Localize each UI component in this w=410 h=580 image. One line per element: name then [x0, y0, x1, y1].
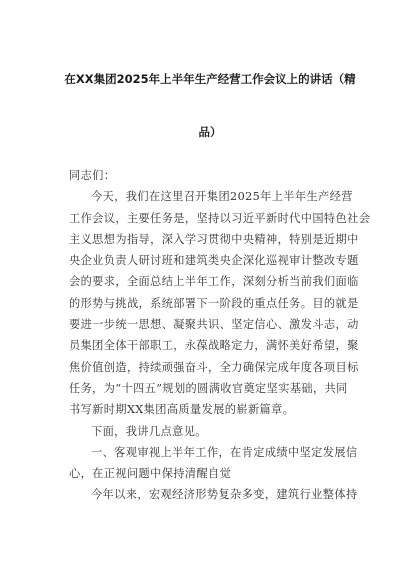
paragraph-line: 书写新时期XX集团高质量发展的崭新篇章。 — [69, 403, 295, 417]
paragraph-line: 会的要求，全面总结上半年工作，深刻分析当前我们面临 — [69, 275, 359, 289]
paragraph-line: 要进一步统一思想、凝聚共识、坚定信心、激发斗志，动 — [69, 318, 359, 332]
paragraph-line: 下面，我讲几点意见。 — [91, 424, 207, 438]
paragraph-line: 今天，我们在这里召开集团2025年上半年生产经营 — [91, 190, 353, 204]
section-heading-line: 心，在正视问题中保持清醒自觉 — [69, 467, 232, 481]
document-title-line-1: 在XX集团2025年上半年生产经营工作会议上的讲话（精 — [64, 72, 356, 86]
paragraph-line: 员集团全体干部职工，永葆战略定力，满怀美好希望，聚 — [69, 339, 359, 353]
paragraph-line: 主义思想为指导，深入学习贯彻中央精神，特别是近期中 — [69, 232, 359, 246]
section-heading-line: 一、客观审视上半年工作，在肯定成绩中坚定发展信 — [91, 445, 358, 459]
salutation: 同志们： — [69, 169, 116, 182]
document-body — [69, 165, 371, 506]
paragraph-line: 的形势与挑战，系统部署下一阶段的重点任务。目的就是 — [69, 296, 359, 310]
paragraph-line: 工作会议，主要任务是，坚持以习近平新时代中国特色社会 — [69, 211, 371, 225]
paragraph-line: 焦价值创造，持续顽强奋斗，全力确保完成年度各项目标 — [69, 360, 359, 374]
document-title-line-2: 品） — [198, 125, 222, 139]
paragraph-line: 任务，为“十四五”规划的圆满收官奠定坚实基础，共同 — [69, 381, 348, 395]
paragraph-line: 今年以来，宏观经济形势复杂多变，建筑行业整体持 — [91, 488, 358, 502]
paragraph-line: 央企业负责人研讨班和建筑类央企深化巡视审计整改专题 — [69, 254, 359, 268]
